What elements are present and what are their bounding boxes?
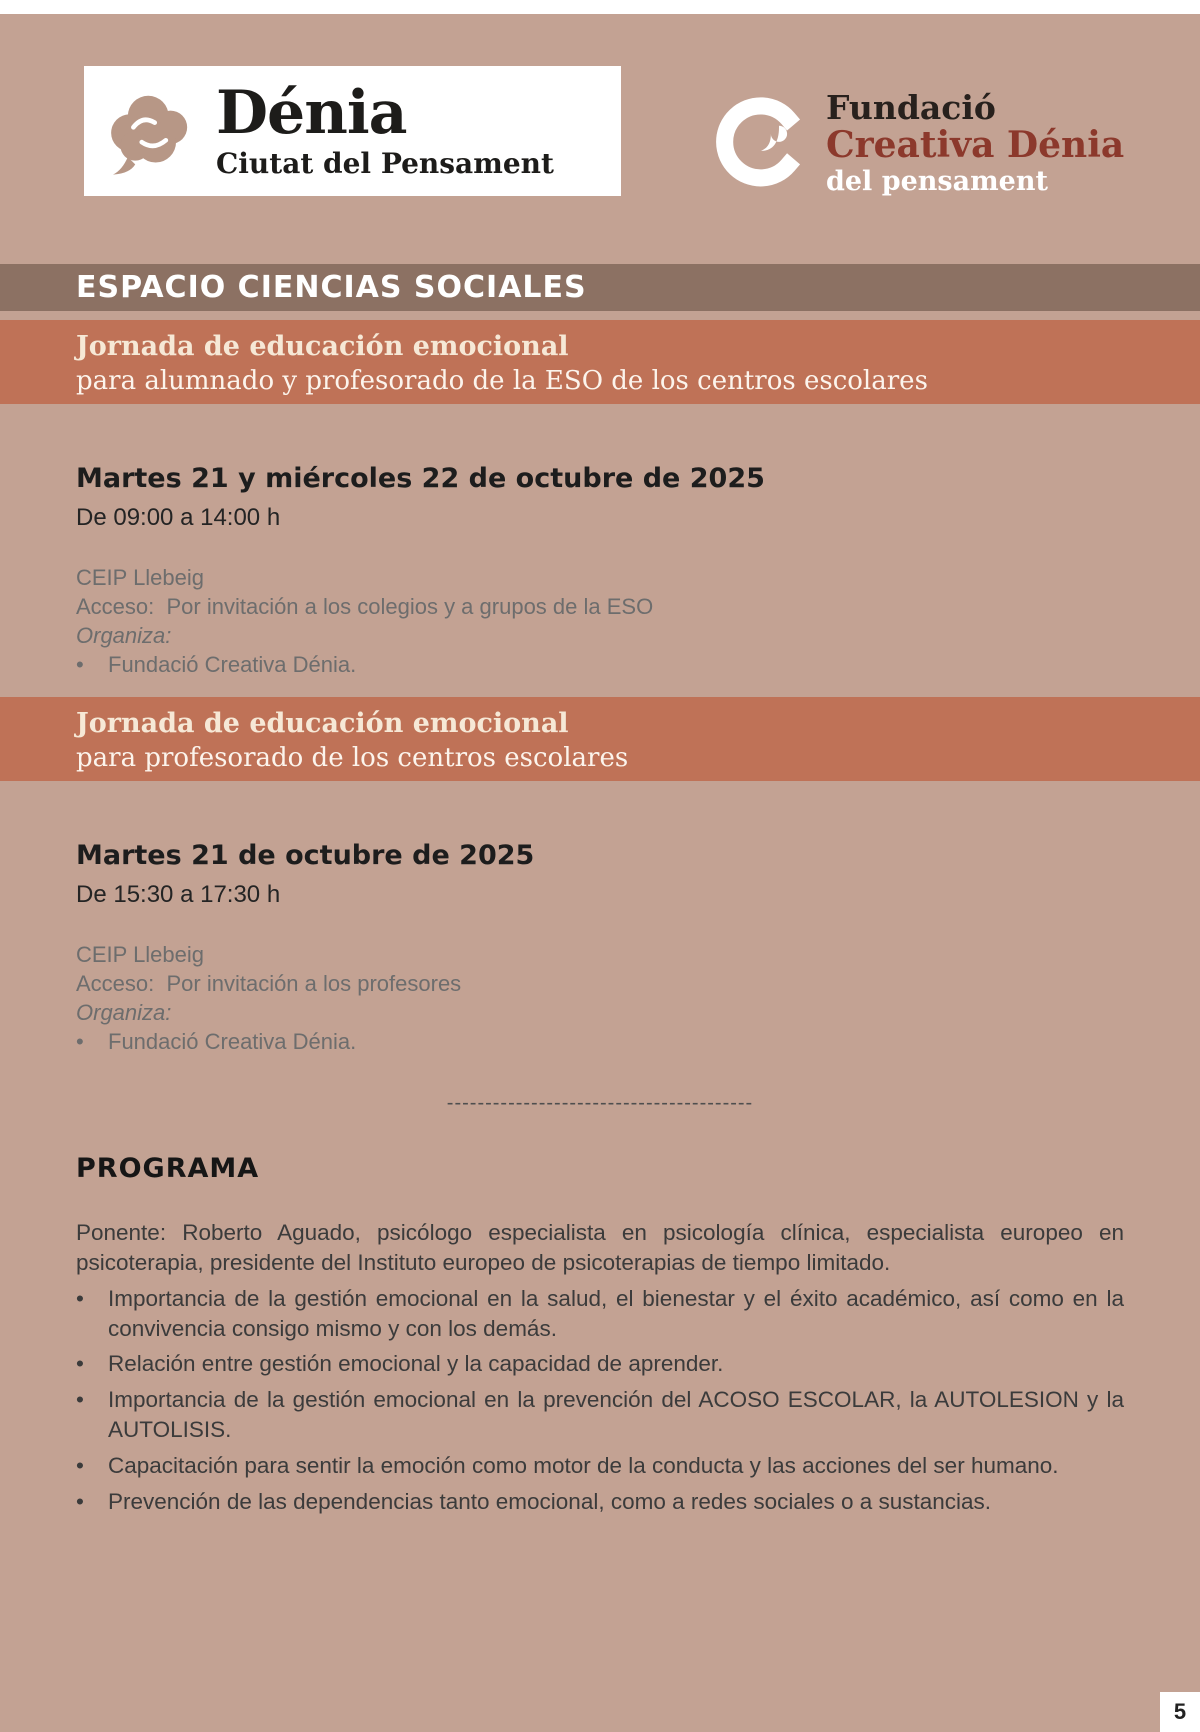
program-bullet-text: Importancia de la gestión emocional en la salud, el bienestar y el éxito académico, así como en la convivencia consigo mismo y con los demás. bbox=[108, 1285, 1124, 1341]
program-bullet-item bbox=[76, 1487, 1124, 1517]
page-number: 5 bbox=[1160, 1692, 1200, 1732]
fundacio-logo bbox=[716, 86, 1124, 197]
bullet-icon: • bbox=[76, 1489, 84, 1515]
program-bullet-text: Prevención de las dependencias tanto emocional, como a redes sociales o a sustancias. bbox=[108, 1489, 992, 1515]
fundacio-line2: Creativa Dénia bbox=[826, 124, 1125, 167]
event-2-organiza-label: Organiza: bbox=[76, 999, 172, 1025]
bullet-icon: • bbox=[76, 1351, 84, 1377]
band-gap bbox=[0, 311, 1200, 320]
denia-logo-text bbox=[216, 77, 554, 180]
program-bullet-item bbox=[76, 1385, 1124, 1445]
event-1-venue: CEIP Llebeig bbox=[76, 564, 205, 590]
event-1-time: De 09:00 a 14:00 h bbox=[76, 503, 281, 531]
fundacio-c-quote-icon bbox=[716, 86, 806, 196]
bullet-icon: • bbox=[76, 651, 84, 677]
section-banner-title: ESPACIO CIENCIAS SOCIALES bbox=[76, 270, 587, 305]
event-2-date: Martes 21 de octubre de 2025 bbox=[76, 839, 535, 871]
event-1-date: Martes 21 y miércoles 22 de octubre de 2025 bbox=[76, 463, 765, 494]
denia-logo bbox=[84, 66, 621, 196]
event-1-meta bbox=[76, 563, 1124, 679]
program-bullet-item bbox=[76, 1451, 1124, 1481]
denia-logo-title: Dénia bbox=[216, 77, 407, 148]
event-banner-2 bbox=[0, 697, 1200, 781]
event-2-access: Acceso: Por invitación a los profesores bbox=[76, 970, 462, 996]
event-2-organizer: Fundació Creativa Dénia. bbox=[108, 1028, 357, 1054]
program-bullet-list bbox=[76, 1284, 1124, 1517]
fundacio-logo-text bbox=[826, 86, 1124, 197]
program-intro: Ponente: Roberto Aguado, psicólogo especialista en psicología clínica, especialista europeo en psicoterapia, presidente del Instituto europeo de psicoterapias de tiempo limitado. bbox=[76, 1219, 1124, 1275]
event-banner-2-title: Jornada de educación emocional bbox=[76, 707, 569, 739]
event-1-organiza-label: Organiza: bbox=[76, 622, 172, 648]
program-bullet-item bbox=[76, 1349, 1124, 1379]
event-banner-2-subtitle: para profesorado de los centros escolares bbox=[76, 743, 629, 774]
event-details-2 bbox=[0, 781, 1200, 1056]
fundacio-line1: Fundació bbox=[826, 88, 996, 127]
bullet-icon: • bbox=[76, 1387, 84, 1413]
page-header bbox=[0, 14, 1200, 264]
event-1-organizer-row bbox=[76, 650, 1124, 679]
bullet-icon: • bbox=[76, 1028, 84, 1054]
program-bullet-text: Importancia de la gestión emocional en la prevención del ACOSO ESCOLAR, la AUTOLESION y la AUTOLISIS. bbox=[108, 1387, 1124, 1443]
bullet-icon: • bbox=[76, 1453, 84, 1479]
event-2-time: De 15:30 a 17:30 h bbox=[76, 880, 281, 908]
event-1-access: Acceso: Por invitación a los colegios y a grupos de la ESO bbox=[76, 593, 654, 619]
program-heading: PROGRAMA bbox=[76, 1152, 260, 1184]
section-banner bbox=[0, 264, 1200, 311]
program-bullet-text: Capacitación para sentir la emoción como motor de la conducta y las acciones del ser humano. bbox=[108, 1453, 1059, 1479]
fundacio-line3: del pensament bbox=[826, 165, 1048, 197]
program-bullet-item bbox=[76, 1284, 1124, 1344]
event-details-1 bbox=[0, 404, 1200, 679]
dashed-separator: ---------------------------------------- bbox=[446, 1091, 754, 1114]
event-2-meta bbox=[76, 940, 1124, 1056]
event-2-venue: CEIP Llebeig bbox=[76, 941, 205, 967]
event-2-organizer-row bbox=[76, 1027, 1124, 1056]
denia-logo-subtitle: Ciutat del Pensament bbox=[216, 146, 554, 180]
event-banner-1-title: Jornada de educación emocional bbox=[76, 331, 569, 362]
program-bullet-text: Relación entre gestión emocional y la capacidad de aprender. bbox=[108, 1351, 724, 1377]
event-banner-1 bbox=[0, 320, 1200, 404]
event-1-organizer: Fundació Creativa Dénia. bbox=[108, 651, 357, 677]
top-white-strip bbox=[0, 0, 1200, 14]
event-banner-1-subtitle: para alumnado y profesorado de la ESO de los centros escolares bbox=[76, 366, 928, 397]
denia-cloud-tree-icon bbox=[100, 83, 202, 179]
bullet-icon: • bbox=[76, 1285, 84, 1311]
